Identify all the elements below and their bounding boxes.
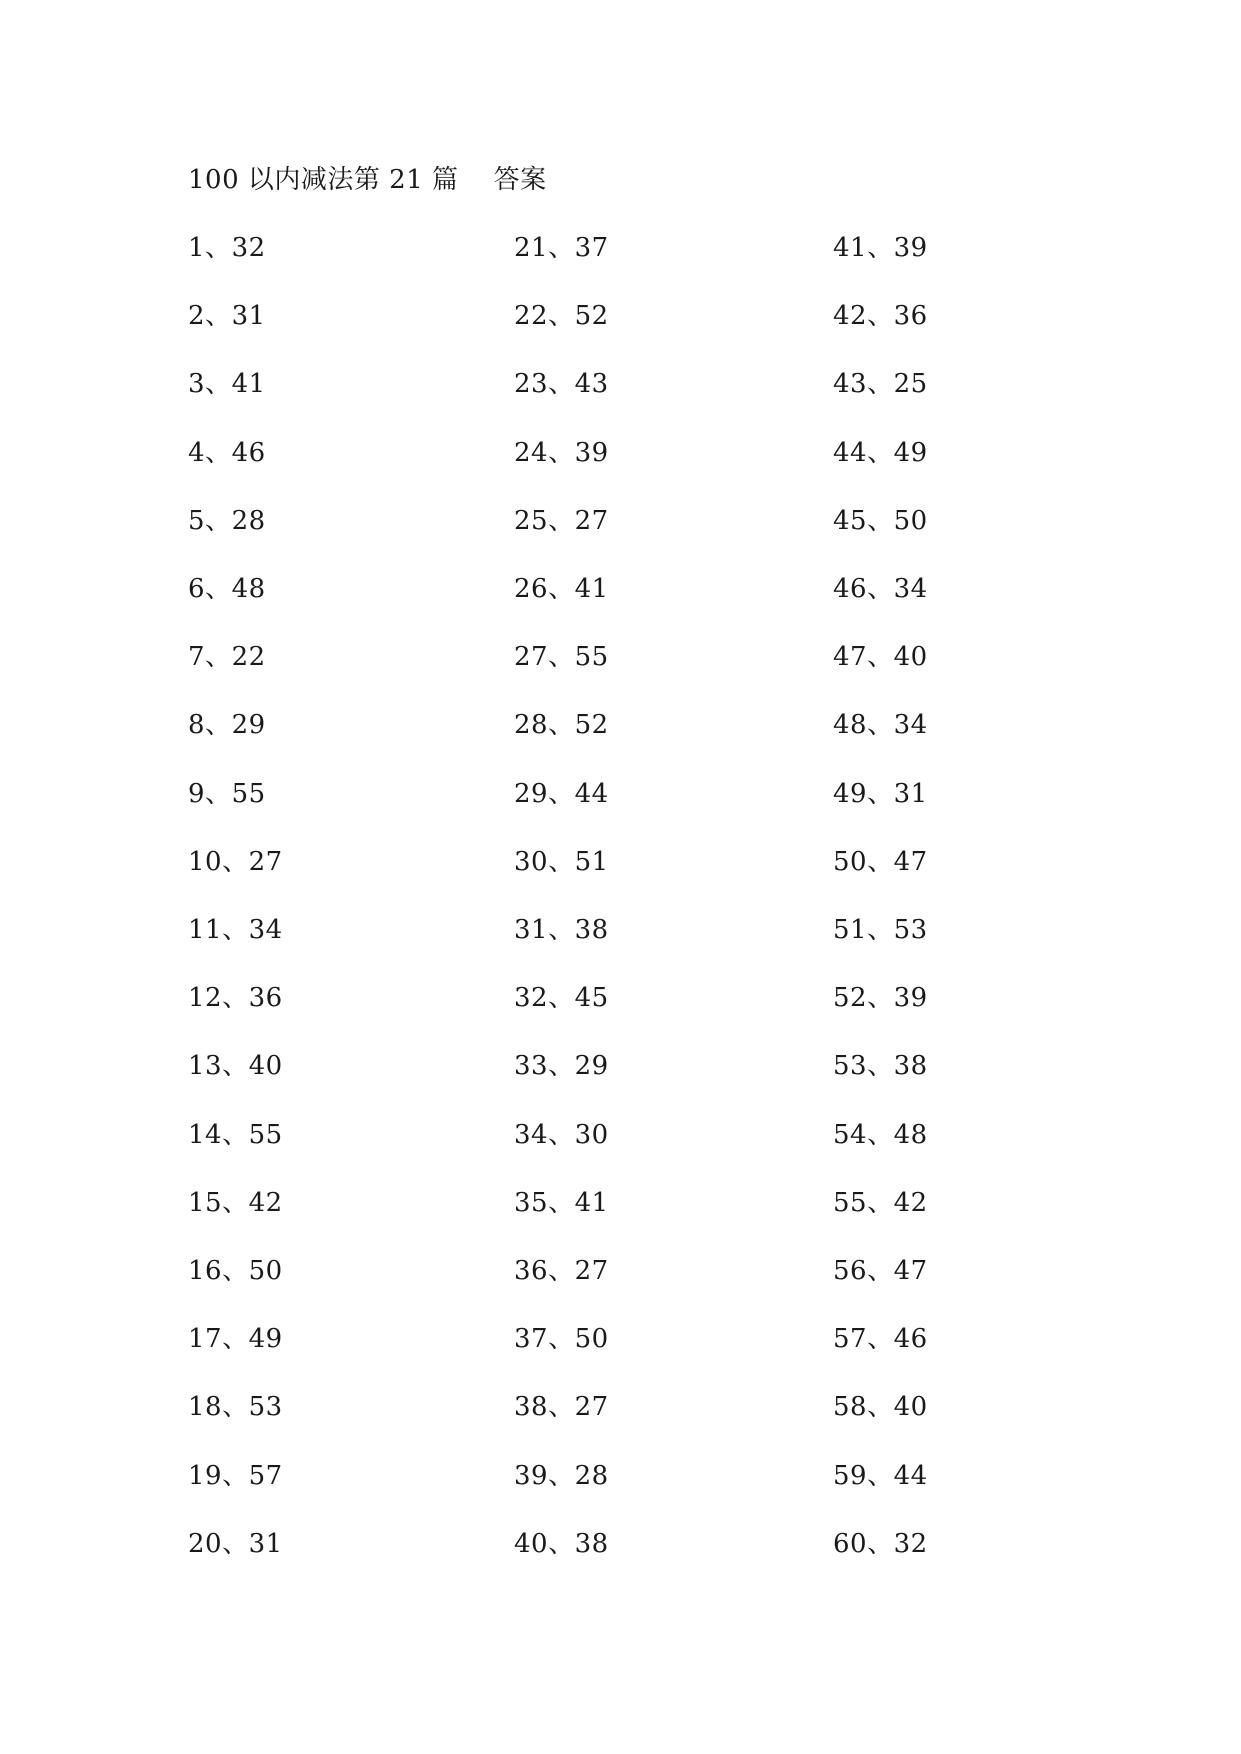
answer-separator: 、 bbox=[867, 710, 894, 740]
answer-value: 57 bbox=[248, 1461, 283, 1491]
answer-number: 49 bbox=[833, 779, 868, 809]
answer-separator: 、 bbox=[548, 233, 575, 263]
answer-number: 43 bbox=[833, 369, 868, 399]
answer-value: 41 bbox=[231, 369, 266, 399]
answer-value: 27 bbox=[574, 1392, 609, 1422]
answer-separator: 、 bbox=[222, 1256, 249, 1286]
answer-separator: 、 bbox=[867, 369, 894, 399]
answer-value: 27 bbox=[248, 847, 283, 877]
answer-value: 39 bbox=[893, 983, 928, 1013]
answer-item bbox=[833, 571, 928, 607]
answer-item bbox=[514, 571, 609, 607]
answer-value: 44 bbox=[893, 1461, 928, 1491]
answer-separator: 、 bbox=[222, 1051, 249, 1081]
answer-number: 29 bbox=[514, 779, 549, 809]
answer-number: 60 bbox=[833, 1529, 868, 1559]
answer-number: 40 bbox=[514, 1529, 549, 1559]
answer-item bbox=[188, 707, 266, 743]
answer-number: 54 bbox=[833, 1120, 868, 1150]
answer-number: 30 bbox=[514, 847, 549, 877]
answer-item bbox=[188, 776, 266, 812]
answer-number: 5 bbox=[188, 506, 206, 536]
answer-value: 32 bbox=[231, 233, 266, 263]
answer-item bbox=[514, 230, 609, 266]
answer-separator: 、 bbox=[548, 1324, 575, 1354]
answer-item bbox=[833, 1048, 928, 1084]
answer-separator: 、 bbox=[548, 983, 575, 1013]
answer-item bbox=[514, 1458, 609, 1494]
answer-value: 53 bbox=[893, 915, 928, 945]
answer-item bbox=[188, 1253, 283, 1289]
answer-number: 50 bbox=[833, 847, 868, 877]
answer-separator: 、 bbox=[867, 642, 894, 672]
answer-separator: 、 bbox=[867, 1392, 894, 1422]
answer-number: 32 bbox=[514, 983, 549, 1013]
answer-value: 34 bbox=[893, 574, 928, 604]
answer-value: 37 bbox=[574, 233, 609, 263]
answer-separator: 、 bbox=[205, 506, 232, 536]
answer-separator: 、 bbox=[548, 506, 575, 536]
answer-separator: 、 bbox=[867, 1256, 894, 1286]
answer-item bbox=[833, 1526, 928, 1562]
answer-number: 25 bbox=[514, 506, 549, 536]
answer-number: 59 bbox=[833, 1461, 868, 1491]
answer-number: 6 bbox=[188, 574, 206, 604]
answer-item bbox=[514, 366, 609, 402]
answer-item bbox=[833, 980, 928, 1016]
answer-number: 56 bbox=[833, 1256, 868, 1286]
answer-number: 9 bbox=[188, 779, 206, 809]
answer-item bbox=[514, 844, 609, 880]
answer-item bbox=[514, 1389, 609, 1425]
answer-value: 44 bbox=[574, 779, 609, 809]
answer-number: 22 bbox=[514, 301, 549, 331]
answer-number: 36 bbox=[514, 1256, 549, 1286]
answer-value: 36 bbox=[893, 301, 928, 331]
answer-separator: 、 bbox=[222, 1324, 249, 1354]
answer-number: 1 bbox=[188, 233, 206, 263]
answer-item bbox=[833, 1117, 928, 1153]
answer-item bbox=[188, 230, 266, 266]
answer-value: 40 bbox=[893, 642, 928, 672]
answer-separator: 、 bbox=[548, 779, 575, 809]
answer-value: 32 bbox=[893, 1529, 928, 1559]
answer-value: 39 bbox=[574, 438, 609, 468]
answer-value: 27 bbox=[574, 506, 609, 536]
answer-number: 55 bbox=[833, 1188, 868, 1218]
answer-number: 20 bbox=[188, 1529, 223, 1559]
answer-separator: 、 bbox=[867, 301, 894, 331]
answer-item bbox=[833, 1458, 928, 1494]
answer-separator: 、 bbox=[548, 1392, 575, 1422]
answer-separator: 、 bbox=[222, 1120, 249, 1150]
answer-separator: 、 bbox=[205, 710, 232, 740]
answer-separator: 、 bbox=[205, 301, 232, 331]
answer-number: 18 bbox=[188, 1392, 223, 1422]
answer-number: 13 bbox=[188, 1051, 223, 1081]
answer-value: 38 bbox=[574, 915, 609, 945]
answer-item bbox=[188, 1389, 283, 1425]
answer-separator: 、 bbox=[205, 233, 232, 263]
answer-number: 2 bbox=[188, 301, 206, 331]
answer-separator: 、 bbox=[205, 779, 232, 809]
answer-number: 34 bbox=[514, 1120, 549, 1150]
answer-separator: 、 bbox=[867, 779, 894, 809]
answer-value: 46 bbox=[893, 1324, 928, 1354]
answer-number: 58 bbox=[833, 1392, 868, 1422]
answer-item bbox=[188, 980, 283, 1016]
answer-item bbox=[188, 1117, 283, 1153]
answer-separator: 、 bbox=[867, 1529, 894, 1559]
answer-number: 4 bbox=[188, 438, 206, 468]
answer-value: 29 bbox=[231, 710, 266, 740]
answer-value: 40 bbox=[893, 1392, 928, 1422]
answer-value: 49 bbox=[248, 1324, 283, 1354]
answer-item bbox=[514, 298, 609, 334]
answer-value: 28 bbox=[574, 1461, 609, 1491]
answer-value: 28 bbox=[231, 506, 266, 536]
answer-value: 41 bbox=[574, 574, 609, 604]
answer-item bbox=[188, 1458, 283, 1494]
answer-item bbox=[188, 571, 266, 607]
answer-separator: 、 bbox=[222, 1529, 249, 1559]
answer-item bbox=[833, 503, 928, 539]
answer-number: 26 bbox=[514, 574, 549, 604]
answer-value: 50 bbox=[574, 1324, 609, 1354]
answer-item bbox=[514, 1321, 609, 1357]
answer-number: 38 bbox=[514, 1392, 549, 1422]
answer-item bbox=[833, 1253, 928, 1289]
answer-separator: 、 bbox=[205, 642, 232, 672]
answer-separator: 、 bbox=[222, 983, 249, 1013]
answer-item bbox=[188, 912, 283, 948]
answer-number: 16 bbox=[188, 1256, 223, 1286]
answer-separator: 、 bbox=[867, 233, 894, 263]
answer-item bbox=[188, 1185, 283, 1221]
answer-value: 50 bbox=[248, 1256, 283, 1286]
answer-value: 42 bbox=[248, 1188, 283, 1218]
answer-number: 14 bbox=[188, 1120, 223, 1150]
answer-value: 31 bbox=[231, 301, 266, 331]
answer-item bbox=[188, 435, 266, 471]
answer-value: 25 bbox=[893, 369, 928, 399]
answer-value: 43 bbox=[574, 369, 609, 399]
answer-item bbox=[833, 1321, 928, 1357]
answer-separator: 、 bbox=[867, 1461, 894, 1491]
answer-separator: 、 bbox=[222, 1188, 249, 1218]
answer-number: 53 bbox=[833, 1051, 868, 1081]
answer-separator: 、 bbox=[222, 847, 249, 877]
answer-number: 45 bbox=[833, 506, 868, 536]
answer-number: 21 bbox=[514, 233, 549, 263]
answer-separator: 、 bbox=[548, 1188, 575, 1218]
answer-item bbox=[514, 1526, 609, 1562]
answer-value: 34 bbox=[893, 710, 928, 740]
answer-item bbox=[514, 503, 609, 539]
answer-separator: 、 bbox=[867, 847, 894, 877]
answer-item bbox=[514, 776, 609, 812]
answer-value: 53 bbox=[248, 1392, 283, 1422]
answer-value: 29 bbox=[574, 1051, 609, 1081]
answer-value: 48 bbox=[231, 574, 266, 604]
answer-item bbox=[833, 230, 928, 266]
answer-value: 30 bbox=[574, 1120, 609, 1150]
answer-number: 41 bbox=[833, 233, 868, 263]
answer-separator: 、 bbox=[548, 574, 575, 604]
answer-number: 42 bbox=[833, 301, 868, 331]
answer-item bbox=[188, 844, 283, 880]
answer-item bbox=[833, 435, 928, 471]
answer-item bbox=[833, 844, 928, 880]
answer-item bbox=[833, 1185, 928, 1221]
answer-number: 47 bbox=[833, 642, 868, 672]
answer-number: 24 bbox=[514, 438, 549, 468]
answer-separator: 、 bbox=[867, 1120, 894, 1150]
answer-value: 50 bbox=[893, 506, 928, 536]
answer-separator: 、 bbox=[548, 301, 575, 331]
answer-value: 31 bbox=[893, 779, 928, 809]
answer-separator: 、 bbox=[222, 1392, 249, 1422]
answer-value: 39 bbox=[893, 233, 928, 263]
answer-separator: 、 bbox=[548, 915, 575, 945]
answer-number: 46 bbox=[833, 574, 868, 604]
answer-separator: 、 bbox=[867, 983, 894, 1013]
answer-separator: 、 bbox=[205, 369, 232, 399]
answer-number: 33 bbox=[514, 1051, 549, 1081]
answer-number: 39 bbox=[514, 1461, 549, 1491]
answer-separator: 、 bbox=[548, 1256, 575, 1286]
answer-value: 27 bbox=[574, 1256, 609, 1286]
answer-value: 38 bbox=[574, 1529, 609, 1559]
answer-item bbox=[188, 1526, 283, 1562]
answer-separator: 、 bbox=[548, 1461, 575, 1491]
answer-number: 48 bbox=[833, 710, 868, 740]
answer-number: 19 bbox=[188, 1461, 223, 1491]
answer-value: 40 bbox=[248, 1051, 283, 1081]
answer-value: 51 bbox=[574, 847, 609, 877]
answer-value: 46 bbox=[231, 438, 266, 468]
answer-separator: 、 bbox=[867, 915, 894, 945]
answer-number: 11 bbox=[188, 915, 223, 945]
answer-value: 36 bbox=[248, 983, 283, 1013]
answer-number: 23 bbox=[514, 369, 549, 399]
answer-value: 42 bbox=[893, 1188, 928, 1218]
answer-number: 52 bbox=[833, 983, 868, 1013]
answer-item bbox=[188, 639, 266, 675]
answer-item bbox=[514, 1185, 609, 1221]
answer-item bbox=[514, 707, 609, 743]
page-title: 100 以内减法第 21 篇 答案 bbox=[188, 165, 547, 195]
answer-separator: 、 bbox=[548, 1529, 575, 1559]
answer-separator: 、 bbox=[867, 574, 894, 604]
answer-value: 47 bbox=[893, 847, 928, 877]
answer-value: 34 bbox=[248, 915, 283, 945]
answer-number: 27 bbox=[514, 642, 549, 672]
answer-value: 47 bbox=[893, 1256, 928, 1286]
answer-number: 8 bbox=[188, 710, 206, 740]
answer-value: 41 bbox=[574, 1188, 609, 1218]
answer-value: 38 bbox=[893, 1051, 928, 1081]
answer-value: 45 bbox=[574, 983, 609, 1013]
answer-item bbox=[514, 1117, 609, 1153]
answer-separator: 、 bbox=[867, 438, 894, 468]
answer-separator: 、 bbox=[548, 369, 575, 399]
answer-item bbox=[188, 1048, 283, 1084]
answer-number: 7 bbox=[188, 642, 206, 672]
answer-value: 22 bbox=[231, 642, 266, 672]
answer-number: 10 bbox=[188, 847, 223, 877]
answer-separator: 、 bbox=[548, 847, 575, 877]
answer-item bbox=[514, 980, 609, 1016]
answer-number: 44 bbox=[833, 438, 868, 468]
answer-number: 51 bbox=[833, 915, 868, 945]
answer-separator: 、 bbox=[205, 438, 232, 468]
answer-number: 28 bbox=[514, 710, 549, 740]
answer-item bbox=[514, 435, 609, 471]
answer-value: 31 bbox=[248, 1529, 283, 1559]
answer-item bbox=[188, 366, 266, 402]
answer-value: 48 bbox=[893, 1120, 928, 1150]
answer-separator: 、 bbox=[205, 574, 232, 604]
answer-number: 12 bbox=[188, 983, 223, 1013]
answer-value: 52 bbox=[574, 301, 609, 331]
answer-number: 17 bbox=[188, 1324, 223, 1354]
answer-separator: 、 bbox=[548, 1051, 575, 1081]
answer-separator: 、 bbox=[548, 438, 575, 468]
answer-separator: 、 bbox=[222, 915, 249, 945]
answer-number: 15 bbox=[188, 1188, 223, 1218]
answer-number: 31 bbox=[514, 915, 549, 945]
answer-separator: 、 bbox=[548, 710, 575, 740]
answer-separator: 、 bbox=[867, 1188, 894, 1218]
answer-separator: 、 bbox=[867, 506, 894, 536]
answer-item bbox=[514, 912, 609, 948]
answer-item bbox=[514, 1048, 609, 1084]
answer-separator: 、 bbox=[548, 1120, 575, 1150]
answer-separator: 、 bbox=[548, 642, 575, 672]
answer-item bbox=[833, 366, 928, 402]
answer-separator: 、 bbox=[867, 1324, 894, 1354]
answer-item bbox=[833, 912, 928, 948]
answer-item bbox=[833, 707, 928, 743]
answer-value: 52 bbox=[574, 710, 609, 740]
answer-number: 57 bbox=[833, 1324, 868, 1354]
answer-item bbox=[833, 1389, 928, 1425]
answer-value: 55 bbox=[231, 779, 266, 809]
answer-item bbox=[188, 1321, 283, 1357]
answer-value: 49 bbox=[893, 438, 928, 468]
answer-item bbox=[514, 639, 609, 675]
answer-item bbox=[833, 639, 928, 675]
answer-item bbox=[514, 1253, 609, 1289]
answer-separator: 、 bbox=[867, 1051, 894, 1081]
answer-value: 55 bbox=[574, 642, 609, 672]
answer-number: 3 bbox=[188, 369, 206, 399]
answer-item bbox=[188, 298, 266, 334]
answer-separator: 、 bbox=[222, 1461, 249, 1491]
answer-item bbox=[833, 776, 928, 812]
answer-number: 37 bbox=[514, 1324, 549, 1354]
answer-number: 35 bbox=[514, 1188, 549, 1218]
answer-item bbox=[833, 298, 928, 334]
answer-item bbox=[188, 503, 266, 539]
answer-value: 55 bbox=[248, 1120, 283, 1150]
